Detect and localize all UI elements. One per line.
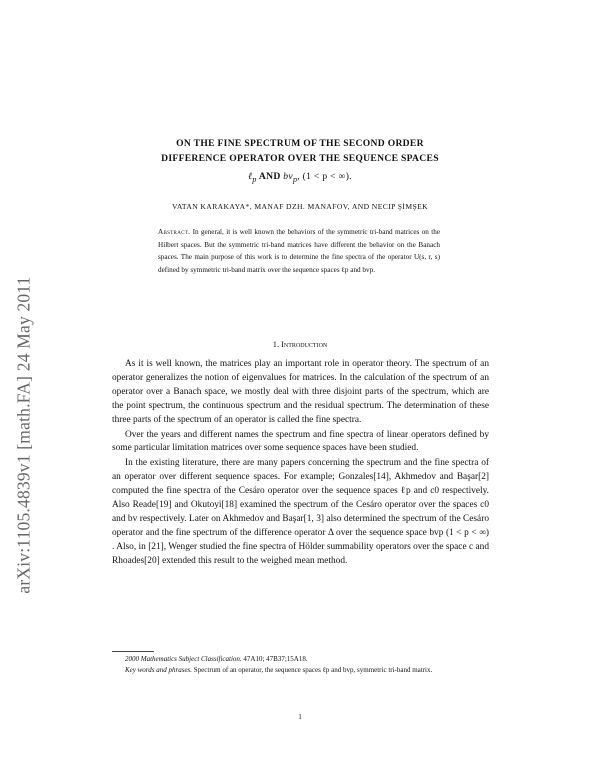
arxiv-sidebar-stamp: [4, 200, 44, 670]
footnotes-block: [112, 654, 489, 676]
abstract-label: Abstract.: [158, 228, 191, 236]
paper-title-line-1: ON THE FINE SPECTRUM OF THE SECOND ORDER: [176, 138, 424, 149]
section-number: 1.: [272, 340, 282, 349]
title-condition: , (1 < p < ∞).: [297, 171, 352, 182]
footnote-keywords: [112, 665, 489, 676]
author-list: VATAN KARAKAYA*, MANAF DZH. MANAFOV, AND NECIP ŞİMŞEK: [171, 202, 429, 211]
title-bv-symbol: bv: [283, 171, 293, 182]
keywords-text: Spectrum of an operator, the sequence spaces ℓp and bvp, symmetric tri-band matrix.: [193, 665, 433, 674]
page-number: 1: [298, 713, 302, 721]
keywords-label: Key words and phrases.: [125, 665, 193, 674]
paragraph: Over the years and different names the spectrum and fine spectra of linear operators defined by some particular limitation matrices over some sequence spaces have been studied.: [112, 429, 489, 454]
title-and-word: AND: [256, 171, 284, 182]
abstract-block: [158, 226, 440, 276]
title-ell-subscript: p: [252, 174, 257, 184]
section-heading: [150, 340, 450, 349]
paper-title-line-2: DIFFERENCE OPERATOR OVER THE SEQUENCE SPACES: [161, 153, 439, 164]
title-bv-subscript: p: [292, 174, 298, 184]
classification-label: 2000 Mathematics Subject Classification.: [125, 655, 242, 663]
paragraph: In the existing literature, there are many papers concerning the spectrum and the fine spectra of an operator over different sequence spaces. For example; Gonzales[14], Akhmedov and Başar[2] computed the fine spectra of the Cesáro operator over the sequence spaces ℓp and c0 respectively. Also Reade[19] and Okutoyi[18] examined the spectrum of the Cesáro operator over the spaces c0 and bv respectively. Later on Akhmedov and Başar[1, 3] also determined the spectrum of the Cesáro operator and the fine spectrum of the difference operator Δ over the sequence space bvp (1 < p < ∞) . Also, in [21], Wenger studied the fine spectra of Hölder summability operators over the space c and Rhoades[20] extended this result to the weighed mean method.: [112, 458, 489, 566]
footnote-divider: [112, 651, 154, 652]
paragraph: As it is well known, the matrices play an important role in operator theory. The spectrum of an operator generalizes the notion of eigenvalues for matrices. In the calculation of the spectrum of an operator over a Banach space, we mostly deal with three disjoint parts of the spectrum, which are the point spectrum, the continuous spectrum and the residual spectrum. The determination of these three parts of the spectrum of an operator is called the fine spectra.: [112, 359, 489, 425]
abstract-text: In general, it is well known the behaviors of the symmetric tri-band matrices on the Hilbert spaces. But the symmetric tri-band matrices have different the behavior on the Banach spaces. The main purpose of this work is to determine the fine spectra of the operator U(s, r, s) defined by symmetric tri-band matrix over the sequence spaces ℓp and bvp.: [158, 228, 441, 274]
footnote-classification: [112, 654, 489, 665]
title-ell-symbol: ℓ: [248, 171, 253, 182]
classification-codes: 47A10; 47B37;15A18.: [243, 655, 308, 663]
arxiv-identifier: arXiv:1105.4839v1 [math.FA] 24 May 2011: [13, 276, 34, 594]
body-text: [112, 358, 489, 570]
section-title: Introduction: [281, 340, 328, 349]
paper-title-line-3: [120, 170, 480, 187]
